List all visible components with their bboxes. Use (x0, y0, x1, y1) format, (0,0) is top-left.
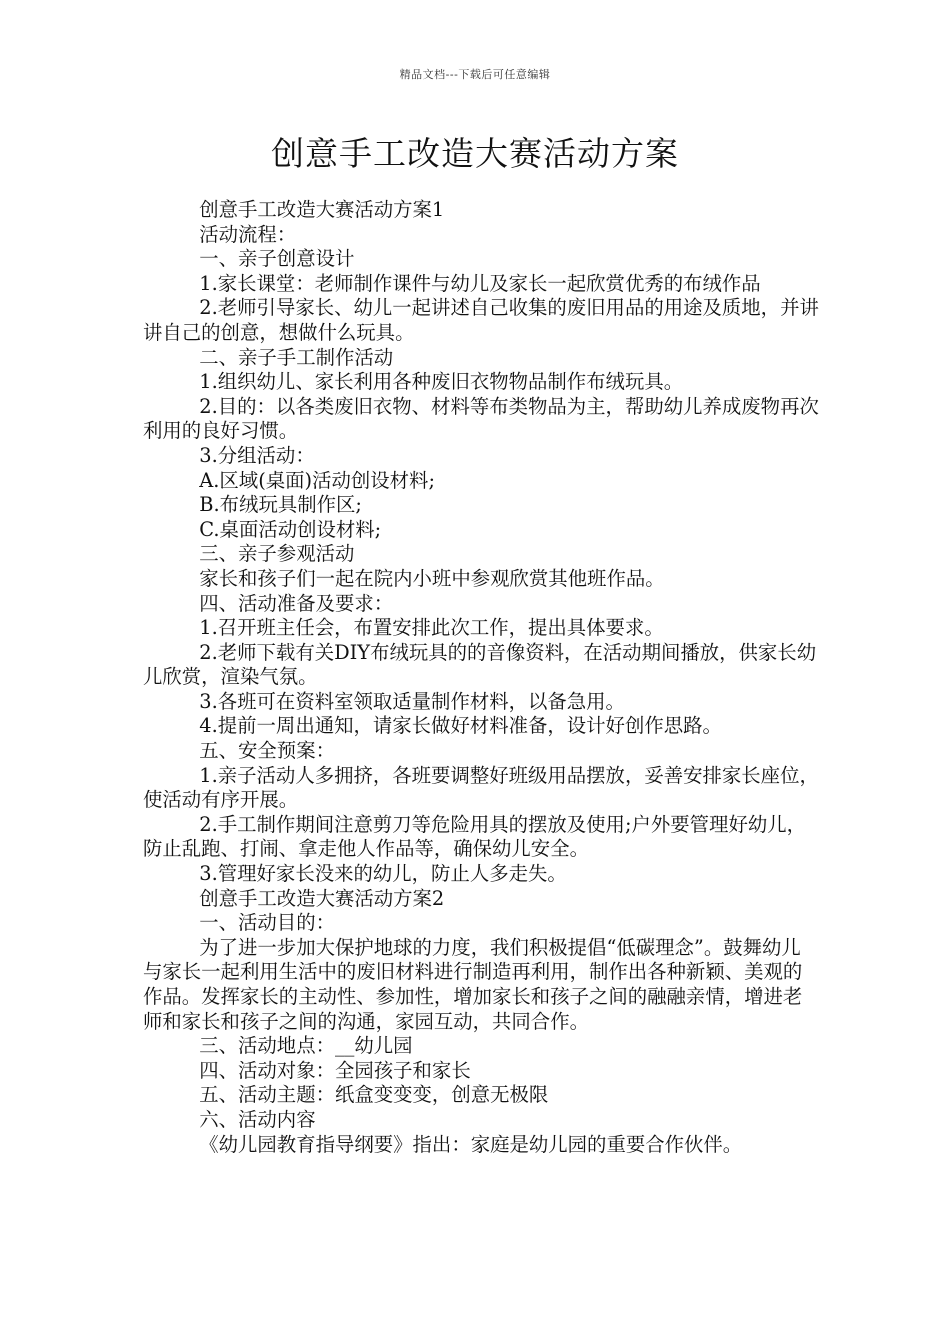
section-heading: 一、活动目的： (199, 911, 335, 935)
paragraph: 《幼儿园教育指导纲要》指出：家庭是幼儿园的重要合作伙伴。 (199, 1132, 743, 1156)
section-heading: 三、亲子参观活动 (199, 542, 355, 566)
section-heading: 五、安全预案： (199, 739, 335, 763)
list-item: 3.管理好家长没来的幼儿，防止人多走失。 (199, 862, 567, 886)
list-item: 3.各班可在资料室领取适量制作材料，以备急用。 (199, 689, 625, 713)
activity-flow-label: 活动流程： (199, 222, 297, 246)
list-item: B.布绒玩具制作区; (199, 493, 362, 517)
section-heading: 五、活动主题：纸盒变变变，创意无极限 (199, 1083, 549, 1107)
document-body (143, 198, 819, 1157)
plan-1-heading: 创意手工改造大赛活动方案1 (199, 198, 445, 221)
list-item: 2.目的：以各类废旧衣物、材料等布类物品为主，帮助幼儿养成废物再次利用的良好习惯。 (143, 394, 819, 443)
paragraph: 家长和孩子们一起在院内小班中参观欣赏其他班作品。 (199, 566, 665, 590)
list-item: 2.老师下载有关DIY布绒玩具的的音像资料，在活动期间播放，供家长幼儿欣赏，渲染气氛。 (143, 640, 817, 689)
document-title: 创意手工改造大赛活动方案 (271, 134, 679, 173)
header-note: 精品文档---下载后可任意编辑 (399, 68, 551, 81)
list-item: 1.组织幼儿、家长利用各种废旧衣物物品制作布绒玩具。 (199, 370, 684, 394)
list-item: 1.家长课堂：老师制作课件与幼儿及家长一起欣赏优秀的布绒作品 (199, 271, 761, 295)
section-heading: 二、亲子手工制作活动 (199, 345, 394, 369)
section-heading: 一、亲子创意设计 (199, 247, 355, 271)
list-item: 1.亲子活动人多拥挤，各班要调整好班级用品摆放，妥善安排家长座位，使活动有序开展。 (143, 763, 819, 812)
plan-2-heading: 创意手工改造大赛活动方案2 (199, 886, 445, 910)
list-item: 2.手工制作期间注意剪刀等危险用具的摆放及使用;户外要管理好幼儿，防止乱跑、打闹、拿走他人作品等，确保幼儿安全。 (143, 812, 807, 861)
section-heading: 四、活动对象：全园孩子和家长 (199, 1058, 471, 1082)
list-item: 4.提前一周出通知，请家长做好材料准备，设计好创作思路。 (199, 714, 722, 738)
section-heading: 三、活动地点：__幼儿园 (199, 1034, 413, 1058)
list-item: 1.召开班主任会，布置安排此次工作，提出具体要求。 (199, 616, 664, 640)
section-heading: 六、活动内容 (199, 1107, 316, 1131)
list-item: C.桌面活动创设材料; (199, 517, 382, 541)
list-item: 2.老师引导家长、幼儿一起讲述自己收集的废旧用品的用途及质地，并讲讲自己的创意，想做什么玩具。 (143, 296, 819, 344)
section-heading: 四、活动准备及要求： (199, 591, 394, 615)
paragraph: 为了进一步加大保护地球的力度，我们积极提倡“低碳理念”。鼓舞幼儿与家长一起利用生活中的废旧材料进行制造再利用，制作出各种新颖、美观的作品。发挥家长的主动性、参加性，增加家长和孩子之间的融融亲情，增进老师和家长和孩子之间的沟通，家园互动，共同合作。 (143, 935, 803, 1033)
list-item: 3.分组活动： (199, 443, 315, 467)
list-item: A.区域(桌面)活动创设材料; (199, 468, 435, 492)
